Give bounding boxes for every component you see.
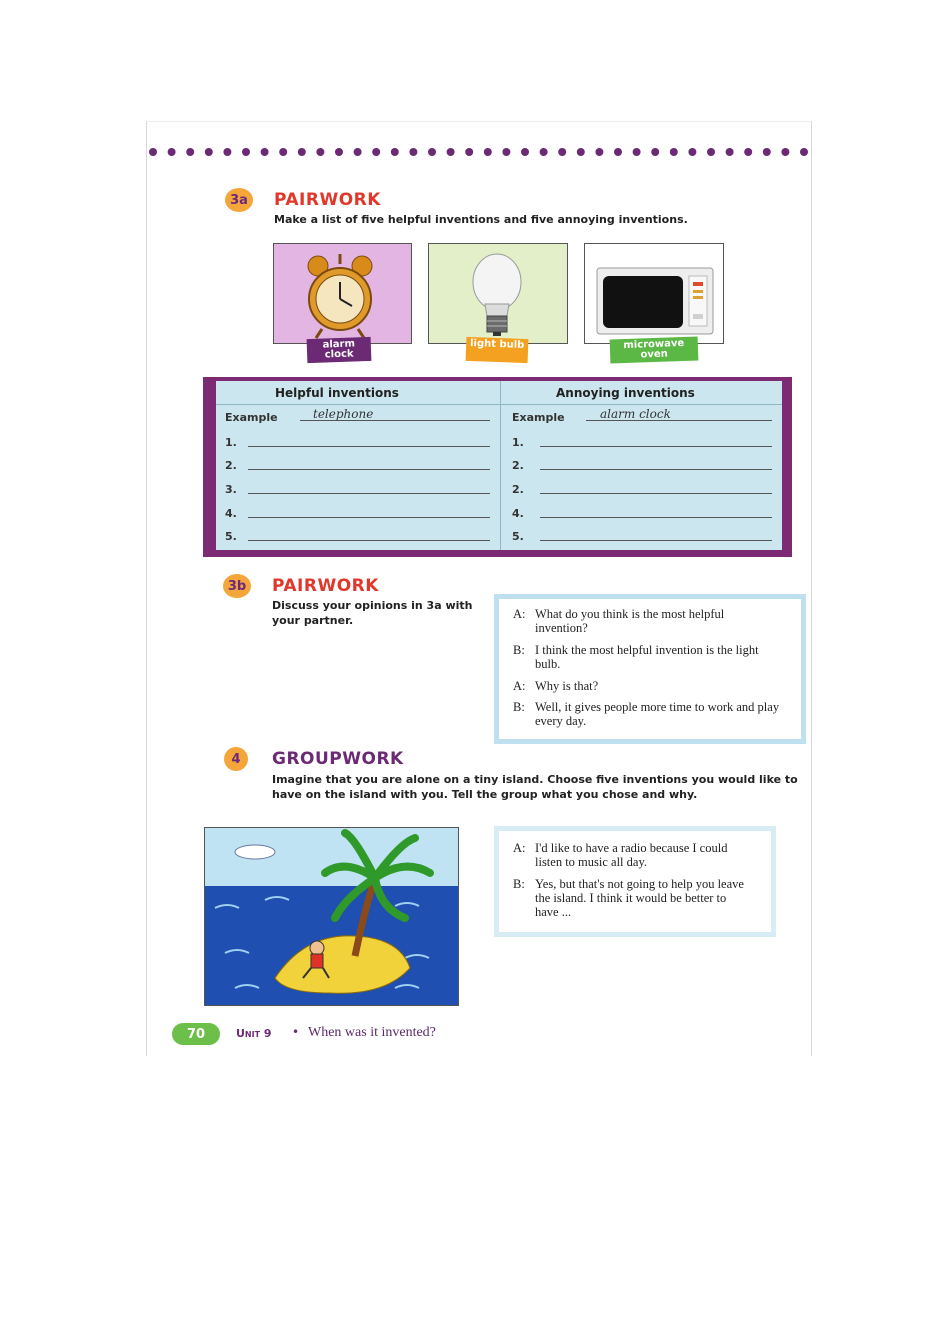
decorative-dot xyxy=(726,148,734,156)
decorative-dot xyxy=(800,148,808,156)
light-bulb-tag: light bulb xyxy=(466,337,529,363)
dialog-speaker: A: xyxy=(513,607,526,621)
helpful-row-number: 5. xyxy=(225,530,237,543)
section-3a-instruction: Make a list of five helpful inventions and five annoying inventions. xyxy=(274,213,688,226)
annoying-inventions-header: Annoying inventions xyxy=(556,386,695,400)
annoying-answer-line-2[interactable] xyxy=(540,469,772,470)
decorative-dot xyxy=(781,148,789,156)
decorative-dot xyxy=(614,148,622,156)
annoying-row-number: 4. xyxy=(512,507,524,520)
dialog-speaker: B: xyxy=(513,877,525,891)
dialog-text: Yes, but that's not going to help you leave the island. I think it would be better to have ... xyxy=(535,877,744,919)
section-badge-3b: 3b xyxy=(223,574,251,598)
page-number-badge: 70 xyxy=(172,1023,220,1045)
island-illustration xyxy=(204,827,459,1006)
decorative-dot xyxy=(521,148,529,156)
decorative-dot xyxy=(409,148,417,156)
helpful-answer-line-2[interactable] xyxy=(248,469,490,470)
decorative-dot xyxy=(465,148,473,156)
light-bulb-icon xyxy=(429,244,567,343)
decorative-dot xyxy=(744,148,752,156)
decorative-dot-border xyxy=(148,146,810,158)
desert-island-icon xyxy=(205,828,458,1005)
decorative-dot xyxy=(428,148,436,156)
section-badge-3a: 3a xyxy=(225,188,253,212)
section-4-dialog-box xyxy=(494,826,776,937)
annoying-example-label: Example xyxy=(512,411,565,424)
decorative-dot xyxy=(298,148,306,156)
dialog-line xyxy=(499,607,779,637)
decorative-dot xyxy=(651,148,659,156)
decorative-dot xyxy=(577,148,585,156)
helpful-answer-line-3[interactable] xyxy=(248,493,490,494)
dialog-text: Well, it gives people more time to work and play every day. xyxy=(535,700,780,728)
annoying-answer-line-3[interactable] xyxy=(540,493,772,494)
annoying-example-value: alarm clock xyxy=(600,407,671,421)
decorative-dot xyxy=(372,148,380,156)
helpful-answer-line-5[interactable] xyxy=(248,540,490,541)
microwave-oven-tag: microwave oven xyxy=(610,336,699,363)
helpful-example-value: telephone xyxy=(313,407,374,421)
annoying-row-number: 1. xyxy=(512,436,524,449)
annoying-answer-line-5[interactable] xyxy=(540,540,772,541)
decorative-dot xyxy=(633,148,641,156)
decorative-dot xyxy=(763,148,771,156)
decorative-dot xyxy=(447,148,455,156)
decorative-dot xyxy=(223,148,231,156)
dialog-speaker: A: xyxy=(513,679,526,693)
footer-separator: • xyxy=(292,1025,300,1039)
annoying-row-number: 2. xyxy=(512,483,524,496)
decorative-dot xyxy=(186,148,194,156)
helpful-row-number: 3. xyxy=(225,483,237,496)
dialog-line xyxy=(499,877,761,921)
helpful-example-label: Example xyxy=(225,411,278,424)
section-badge-4: 4 xyxy=(224,747,248,771)
decorative-dot xyxy=(168,148,176,156)
dialog-text: I think the most helpful invention is the light bulb. xyxy=(535,643,759,671)
alarm-clock-picture xyxy=(273,243,412,344)
section-3b-instruction: Discuss your opinions in 3a with your partner. xyxy=(272,599,473,627)
helpful-answer-line-1[interactable] xyxy=(248,446,490,447)
decorative-dot xyxy=(502,148,510,156)
section-4-instruction: Imagine that you are alone on a tiny island. Choose five inventions you would like to have on the island with you. Tell the group what you chose and why. xyxy=(272,773,798,801)
helpful-inventions-header: Helpful inventions xyxy=(275,386,399,400)
annoying-answer-line-4[interactable] xyxy=(540,517,772,518)
footer-title: When was it invented? xyxy=(308,1025,436,1040)
helpful-row-number: 4. xyxy=(225,507,237,520)
decorative-dot xyxy=(316,148,324,156)
helpful-row-number: 2. xyxy=(225,459,237,472)
dialog-text: I'd like to have a radio because I could listen to music all day. xyxy=(535,841,728,869)
dialog-speaker: A: xyxy=(513,841,526,855)
dialog-text: What do you think is the most helpful invention? xyxy=(535,607,725,635)
annoying-row-number: 5. xyxy=(512,530,524,543)
decorative-dot xyxy=(149,148,157,156)
alarm-clock-icon xyxy=(274,244,411,343)
helpful-answer-line-4[interactable] xyxy=(248,517,490,518)
footer-unit: Unit 9 xyxy=(236,1027,272,1040)
decorative-dot xyxy=(242,148,250,156)
decorative-dot xyxy=(484,148,492,156)
section-3b-dialog-box xyxy=(494,594,806,744)
dialog-speaker: B: xyxy=(513,700,525,714)
helpful-row-number: 1. xyxy=(225,436,237,449)
dialog-speaker: B: xyxy=(513,643,525,657)
inventions-table xyxy=(216,381,782,550)
decorative-dot xyxy=(335,148,343,156)
decorative-dot xyxy=(261,148,269,156)
section-4-heading: GROUPWORK xyxy=(272,749,404,769)
decorative-dot xyxy=(558,148,566,156)
decorative-dot xyxy=(391,148,399,156)
annoying-answer-line-1[interactable] xyxy=(540,446,772,447)
decorative-dot xyxy=(670,148,678,156)
decorative-dot xyxy=(279,148,287,156)
table-divider xyxy=(500,381,501,550)
dialog-line xyxy=(499,841,761,871)
dialog-line xyxy=(499,679,789,695)
microwave-oven-icon xyxy=(585,244,723,343)
section-3b-heading: PAIRWORK xyxy=(272,576,379,596)
dialog-text: Why is that? xyxy=(535,679,599,693)
decorative-dot xyxy=(205,148,213,156)
table-header-divider xyxy=(216,404,782,405)
section-3a-heading: PAIRWORK xyxy=(274,190,381,210)
dialog-line xyxy=(499,700,789,730)
decorative-dot xyxy=(354,148,362,156)
annoying-row-number: 2. xyxy=(512,459,524,472)
decorative-dot xyxy=(540,148,548,156)
decorative-dot xyxy=(707,148,715,156)
alarm-clock-tag: alarm clock xyxy=(307,337,372,363)
light-bulb-picture xyxy=(428,243,568,344)
microwave-oven-picture xyxy=(584,243,724,344)
decorative-dot xyxy=(595,148,603,156)
decorative-dot xyxy=(688,148,696,156)
dialog-line xyxy=(499,643,789,673)
